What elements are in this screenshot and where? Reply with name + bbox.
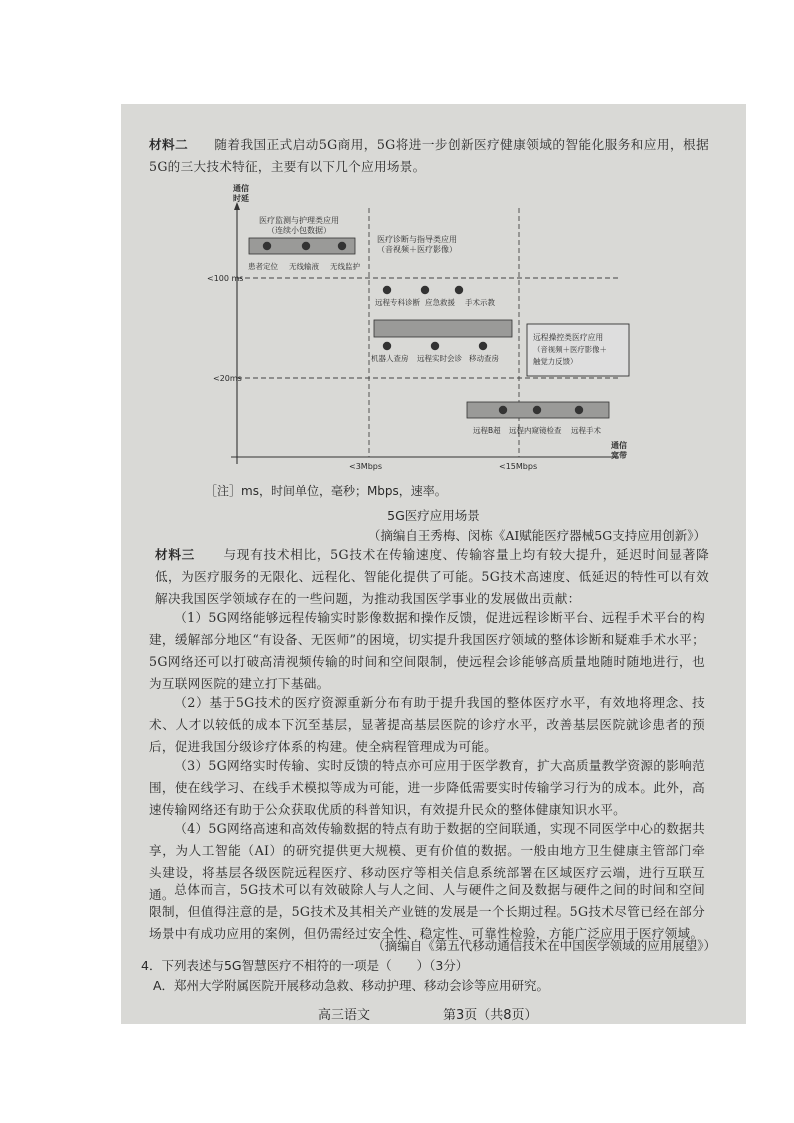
material2-label: 材料二	[149, 137, 189, 152]
material3-point-2: （2）基于5G技术的医疗资源重新分布有助于提升我国的整体医疗水平，有效地将理念、技术、人才以较低的成本下沉至基层，显著提高基层医院的诊疗水平，改善基层医院就诊患者的预后，促进我国分级诊疗体系的构建。使全病程管理成为可能。	[149, 695, 705, 754]
diagram-note: ［注］ms，时间单位，毫秒；Mbps，速率。	[205, 484, 447, 498]
footer-subject: 高三语文	[318, 1008, 371, 1023]
group2-title: 医疗诊断与指导类应用	[377, 235, 457, 244]
x-axis-label-line2: 宽带	[611, 451, 627, 460]
group2-top-dot-3	[455, 286, 463, 294]
group2-bar	[374, 320, 512, 337]
group3-dot-2	[533, 406, 541, 414]
x-tick-3mbps: <3Mbps	[349, 462, 383, 471]
question4-stem: 4．下列表述与5G智慧医疗不相符的一项是（ ）（3分）	[141, 958, 469, 973]
group2-top-dot-1	[383, 286, 391, 294]
material2-paragraph	[149, 134, 709, 178]
y-axis-arrow	[234, 202, 240, 210]
y-tick-100ms: <100 ms	[207, 274, 244, 283]
group3-dot-3	[575, 406, 583, 414]
diagram-caption: 5G医疗应用场景	[387, 508, 480, 523]
group3-item-1: 远程B超	[473, 426, 501, 435]
group2-top-item-3: 手术示教	[465, 298, 495, 307]
group2-bottom-dot-3	[479, 342, 487, 350]
question4-option-a: A．郑州大学附属医院开展移动急救、移动护理、移动会诊等应用研究。	[153, 978, 550, 993]
group1-dot-1	[263, 242, 271, 250]
x-axis-label-line1: 通信	[611, 441, 627, 450]
group2-bottom-dot-1	[383, 342, 391, 350]
group3-subtitle-line2: 触觉力反馈）	[533, 357, 578, 366]
material3-point-1: （1）5G网络能够远程传输实时影像数据和操作反馈，促进远程诊断平台、远程手术平台的构建，缓解部分地区“有设备、无医师”的困境，切实提升我国医疗领域的整体诊断和疑难手术水平；5G网络还可以打破高清视频传输的时间和空间限制，使远程会诊能够高质量地随时随地进行，也为互联网医院的建立打下基础。	[149, 610, 705, 691]
group3-dot-1	[499, 406, 507, 414]
y-axis-label-line2: 时延	[233, 194, 249, 203]
group2-top-item-1: 远程专科诊断	[375, 298, 420, 307]
exam-page	[121, 104, 746, 1024]
group1-dot-3	[338, 242, 346, 250]
group1-dot-2	[302, 242, 310, 250]
y-tick-20ms: <20ms	[213, 374, 242, 383]
material2-text: 随着我国正式启动5G商用，5G将进一步创新医疗健康领域的智能化服务和应用，根据5G的三大技术特征，主要有以下几个应用场景。	[149, 137, 709, 174]
group3-item-2: 远程内窥镜检查	[509, 426, 562, 435]
group3-title: 远程操控类医疗应用	[533, 333, 604, 342]
5g-application-diagram	[207, 180, 627, 480]
group1-subtitle: （连续小包数据）	[267, 226, 331, 235]
group2-subtitle: （音视频＋医疗影像）	[377, 245, 457, 254]
group2-bottom-dot-2	[431, 342, 439, 350]
group2-bottom-item-1: 机器人查房	[371, 354, 409, 363]
group3-subtitle-line1: （音视频＋医疗影像＋	[533, 345, 607, 354]
material3-label: 材料三	[155, 547, 196, 562]
group2-bottom-item-2: 远程实时会诊	[417, 354, 462, 363]
y-axis-label-line1: 通信	[233, 184, 249, 193]
group2-bottom-item-3: 移动查房	[469, 354, 499, 363]
group2-top-dot-2	[421, 286, 429, 294]
group2-top-item-2: 应急救援	[425, 298, 455, 307]
material3-point-4: （4）5G网络高速和高效传输数据的特点有助于数据的空间联通，实现不同医学中心的数据共享，为人工智能（AI）的研究提供更大规模、更有价值的数据。一般由地方卫生健康主管部门牵头建设，将基层各级医院远程医疗、移动医疗等相关信息系统部署在区域医疗云端，进行互联互通。	[149, 821, 705, 902]
group1-item-2: 无线输液	[289, 262, 319, 271]
source2: （摘编自王秀梅、闵栋《AI赋能医疗器械5G支持应用创新》）	[367, 528, 706, 543]
material3-summary: 总体而言，5G技术可以有效破除人与人之间、人与硬件之间及数据与硬件之间的时间和空间限制，但值得注意的是，5G技术及其相关产业链的发展是一个长期过程。5G技术尽管已经在部分场景中有成功应用的案例，但仍需经过安全性、稳定性、可靠性检验，方能广泛应用于医疗领域。	[149, 882, 705, 941]
group1-item-1: 患者定位	[248, 262, 278, 271]
material3-intro	[155, 544, 709, 610]
group1-item-3: 无线监护	[330, 262, 360, 271]
material3-point-3: （3）5G网络实时传输、实时反馈的特点亦可应用于医学教育，扩大高质量教学资源的影响范围，使在线学习、在线手术模拟等成为可能，进一步降低需要实时传输学习行为的成本。此外，高速传输网络还有助于公众获取优质的科普知识，有效提升民众的整体健康知识水平。	[149, 758, 705, 817]
material3-intro-text: 与现有技术相比，5G技术在传输速度、传输容量上均有较大提升，延迟时间显著降低，为医疗服务的无限化、远程化、智能化提供了可能。5G技术高速度、低延迟的特性可以有效解决我国医学领域存在的一些问题，为推动我国医学事业的发展做出贡献：	[155, 547, 709, 606]
source3: （摘编自《第五代移动通信技术在中国医学领域的应用展望》）	[372, 938, 716, 953]
footer-page-number: 第3页（共8页）	[443, 1008, 538, 1023]
x-tick-15mbps: <15Mbps	[499, 462, 538, 471]
group3-item-3: 远程手术	[571, 426, 601, 435]
group1-title: 医疗监测与护理类应用	[259, 216, 339, 225]
